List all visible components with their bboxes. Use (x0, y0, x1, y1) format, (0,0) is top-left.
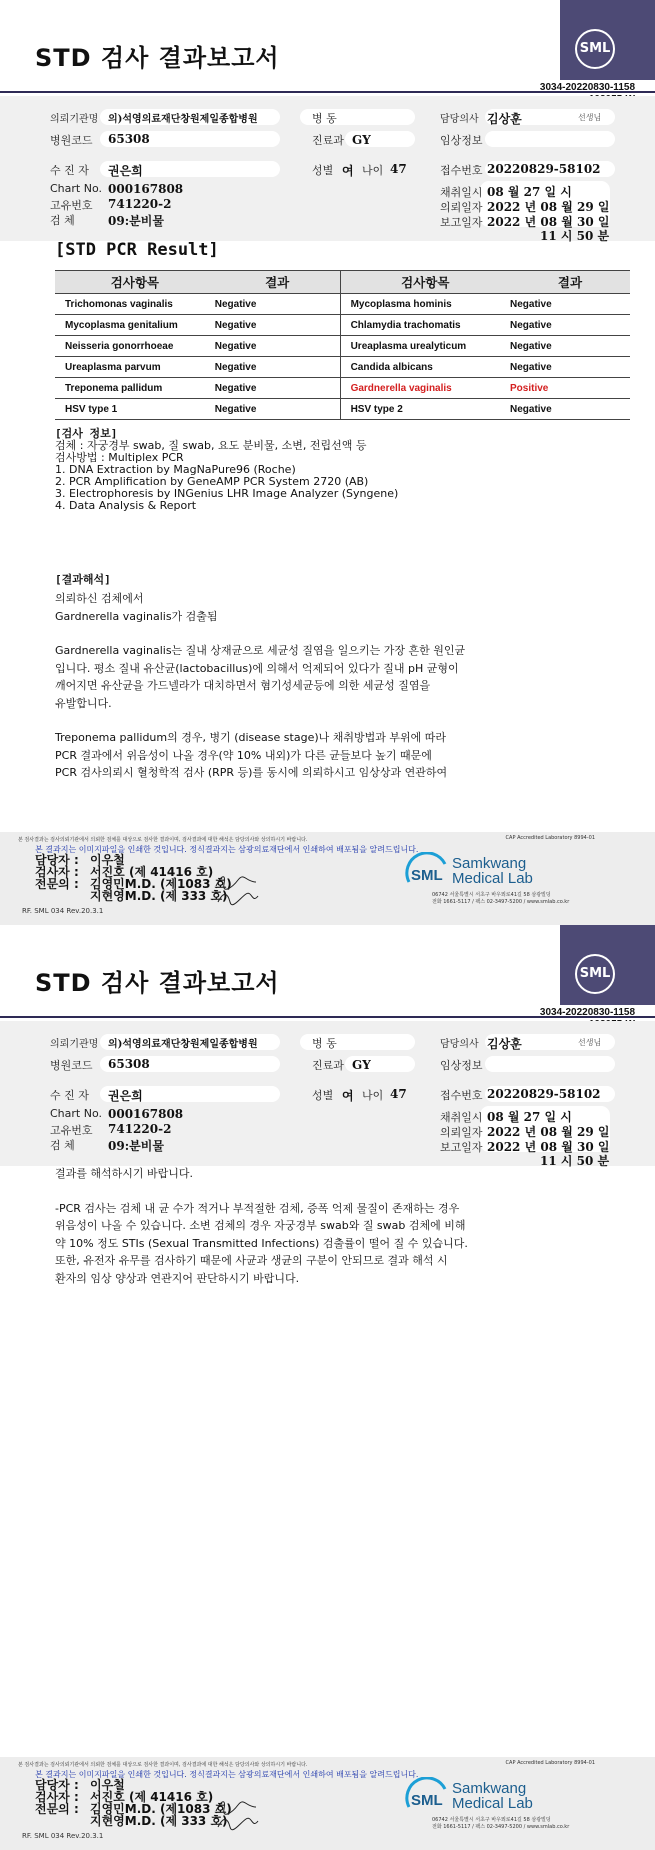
footer (0, 832, 655, 925)
doc-number-1: 3034-20220830-1158 (539, 1007, 635, 1018)
table-row (55, 399, 630, 420)
interpretation-line: 또한, 유전자 유무를 검사하기 때문에 사균과 생균의 구분이 안되므로 결과 해석 시 (55, 1254, 448, 1267)
specimen-label: 검 체 (50, 1139, 75, 1152)
collect-label: 채취일시 (440, 186, 483, 199)
patient-value: 권은희 (108, 164, 143, 178)
patient-label: 수 진 자 (50, 1089, 89, 1102)
lab-address-2: 전화 1661-5117 / 팩스 02-3497-5200 / www.smlab.co.kr (432, 1824, 570, 1830)
lab-name (452, 1781, 533, 1811)
patient-info (0, 96, 655, 241)
age-value: 47 (390, 1087, 407, 1101)
report-header (0, 0, 655, 92)
doctor-label: 담당의사 (440, 114, 479, 125)
table-row (55, 378, 630, 399)
clinical-label: 임상정보 (440, 1059, 483, 1072)
dept-label: 진료과 (312, 134, 344, 147)
pill (485, 1056, 615, 1072)
request-label: 의뢰일자 (440, 1126, 483, 1139)
sml-lab-logo-icon (405, 852, 449, 892)
report-label: 보고일자 (440, 1141, 483, 1154)
lab-address-2: 전화 1661-5117 / 팩스 02-3497-5200 / www.smlab.co.kr (432, 899, 570, 905)
sml-logo: SML (575, 954, 615, 994)
lab-name-2: Medical Lab (452, 870, 533, 887)
tester-label: 검사자 : (35, 1790, 79, 1804)
institution-label: 의뢰기관명 (50, 114, 99, 125)
collect-value: 08 월 27 일 시 (487, 1110, 572, 1124)
test-result: Negative (215, 357, 340, 378)
sex-label: 성별 (312, 1089, 334, 1102)
report-title: STD 검사 결과보고서 (35, 44, 280, 72)
report-title: STD 검사 결과보고서 (35, 969, 280, 997)
test-item-name: Neisseria gonorrhoeae (55, 336, 215, 357)
interpretation-heading: [결과해석] (55, 573, 111, 586)
test-item-name: Trichomonas vaginalis (55, 294, 215, 315)
test-info-line: 검사방법 : Multiplex PCR (55, 451, 184, 464)
test-result: Negative (215, 399, 340, 420)
footer (0, 1757, 655, 1850)
sml-logo: SML (575, 29, 615, 69)
lab-name (452, 856, 533, 886)
id-label: 고유번호 (50, 1124, 93, 1137)
chart-label: Chart No. (50, 1107, 102, 1120)
test-result: Negative (510, 315, 630, 336)
interpretation-line: 깨어지면 유산균을 가드넬라가 대치하면서 혐기성세균등에 의한 세균성 질염을 (55, 679, 431, 692)
test-info-lines (55, 440, 398, 512)
test-info-line: 1. DNA Extraction by MagNaPure96 (Roche) (55, 463, 296, 476)
hospital-code-value: 65308 (108, 1057, 150, 1071)
specimen-label: 검 체 (50, 214, 75, 227)
result-table-header (55, 271, 630, 294)
interpretation-line: 의뢰하신 검체에서 (55, 592, 144, 605)
patient-info (0, 1021, 655, 1166)
id-value: 741220-2 (108, 1122, 172, 1136)
doc-number-1: 3034-20220830-1158 (539, 82, 635, 93)
lab-address (432, 1817, 569, 1831)
chart-label: Chart No. (50, 182, 102, 195)
receipt-value: 20220829-58102 (487, 162, 601, 176)
staff-value: 이우철 (90, 853, 125, 867)
col-result: 결과 (510, 271, 630, 294)
hospital-code-value: 65308 (108, 132, 150, 146)
collect-value: 08 월 27 일 시 (487, 185, 572, 199)
cap-accreditation: CAP Accredited Laboratory 8994-01 (505, 1760, 595, 1766)
test-result: Negative (510, 294, 630, 315)
collect-label: 채취일시 (440, 1111, 483, 1124)
receipt-label: 접수번호 (440, 1089, 483, 1102)
interpretation-line: 위음성이 나올 수 있습니다. 소변 검체의 경우 자궁경부 swab와 질 swab 검체에 비해 (55, 1219, 466, 1232)
specialist-1: 김영민M.D. (제1083 호) (90, 877, 232, 891)
test-item-name: Ureaplasma parvum (55, 357, 215, 378)
staff-label: 담당자 : (35, 1778, 79, 1792)
table-row (55, 357, 630, 378)
receipt-label: 접수번호 (440, 164, 483, 177)
age-value: 47 (390, 162, 407, 176)
interpretation-line: Treponema pallidum의 경우, 병기 (disease stage)나 채취방법과 부위에 따라 (55, 731, 446, 744)
test-result: Negative (215, 336, 340, 357)
test-info-line: 3. Electrophoresis by INGenius LHR Image Analyzer (Syngene) (55, 487, 399, 500)
test-result: Negative (510, 357, 630, 378)
test-item-name: HSV type 2 (340, 399, 510, 420)
sex-value: 여 (342, 1089, 354, 1103)
test-result: Positive (510, 378, 630, 399)
test-info-line: 2. PCR Amplification by GeneAMP PCR System 2720 (AB) (55, 475, 369, 488)
doctor-value: 김상훈 (487, 112, 522, 126)
test-result: Negative (215, 315, 340, 336)
tester-value: 서진호 (제 41416 호) (90, 1790, 214, 1804)
doctor-label: 담당의사 (440, 1039, 479, 1050)
institution-value: 의)석영의료재단창원제일종합병원 (108, 114, 258, 125)
test-item-name: Mycoplasma hominis (340, 294, 510, 315)
report-value: 2022 년 08 월 30 일 (487, 1140, 610, 1154)
interpretation-line: 환자의 임상 양상과 연관지어 판단하시기 바랍니다. (55, 1271, 300, 1285)
ward-label: 병 동 (312, 112, 337, 125)
test-item-name: Treponema pallidum (55, 378, 215, 399)
test-item-name: Chlamydia trachomatis (340, 315, 510, 336)
interpretation-line: 약 10% 정도 STIs (Sexual Transmitted Infections) 검출률이 떨어 질 수 있습니다. (55, 1236, 468, 1250)
doctor-value: 김상훈 (487, 1037, 522, 1051)
test-info-line: 4. Data Analysis & Report (55, 499, 197, 512)
report-header (0, 925, 655, 1017)
test-info-heading: [검사 정보] (55, 427, 118, 440)
request-value: 2022 년 08 월 29 일 (487, 1125, 610, 1139)
staff-label: 담당자 : (35, 853, 79, 867)
interpretation-line: PCR 검사의뢰시 혈청학적 검사 (RPR 등)를 동시에 의뢰하시고 임상상과 연관하여 (55, 766, 448, 779)
specialist-2: 지현영M.D. (제 333 호) (90, 1814, 228, 1828)
cap-accreditation: CAP Accredited Laboratory 8994-01 (505, 835, 595, 841)
footer-disclaimer: 본 검사결과는 검사의뢰기관에서 의뢰한 검체를 대상으로 검사한 결과이며, 검사결과에 대한 해석은 담당의사와 상의하시기 바랍니다. (18, 837, 308, 843)
test-result: Negative (510, 399, 630, 420)
col-item: 검사항목 (340, 271, 510, 294)
dept-value: GY (352, 1058, 371, 1072)
test-item-name: Mycoplasma genitalium (55, 315, 215, 336)
patient-value: 권은희 (108, 1089, 143, 1103)
footer-print-notice: 본 결과지는 이미지파일을 인쇄한 것입니다. 정식결과지는 삼광의료재단에서 인쇄하여 배포됨을 알려드립니다. (35, 845, 419, 854)
sex-label: 성별 (312, 164, 334, 177)
svg-text:SML: SML (411, 867, 443, 884)
chart-value: 000167808 (108, 1107, 184, 1121)
table-row (55, 294, 630, 315)
interpretation-line: 유발합니다. (55, 696, 112, 710)
interpretation-line: 결과를 해석하시기 바랍니다. (55, 1167, 194, 1180)
staff-value: 이우철 (90, 1778, 125, 1792)
ward-label: 병 동 (312, 1037, 337, 1050)
specimen-value: 09:분비물 (108, 1139, 164, 1153)
specimen-value: 09:분비물 (108, 214, 164, 228)
col-item: 검사항목 (55, 271, 215, 294)
test-info-line: 검체 : 자궁경부 swab, 질 swab, 요도 분비물, 소변, 전립선액 등 (55, 439, 367, 452)
result-section-title: [STD PCR Result] (55, 240, 219, 260)
id-value: 741220-2 (108, 197, 172, 211)
interpretation-line (55, 712, 465, 729)
footer-disclaimer: 본 검사결과는 검사의뢰기관에서 의뢰한 검체를 대상으로 검사한 결과이며, 검사결과에 대한 해석은 담당의사와 상의하시기 바랍니다. (18, 1762, 308, 1768)
institution-label: 의뢰기관명 (50, 1039, 99, 1050)
test-result: Negative (215, 294, 340, 315)
signature-image (212, 872, 262, 908)
table-row (55, 315, 630, 336)
tester-value: 서진호 (제 41416 호) (90, 865, 214, 879)
report-time: 11 시 50 분 (540, 1154, 610, 1168)
test-item-name: HSV type 1 (55, 399, 215, 420)
lab-name-1: Samkwang (452, 855, 527, 872)
receipt-value: 20220829-58102 (487, 1087, 601, 1101)
specialist-2: 지현영M.D. (제 333 호) (90, 889, 228, 903)
report-value: 2022 년 08 월 30 일 (487, 215, 610, 229)
test-item-name: Ureaplasma urealyticum (340, 336, 510, 357)
doctor-suffix: 선생님 (578, 1038, 602, 1047)
report-page-2 (0, 925, 655, 1850)
request-label: 의뢰일자 (440, 201, 483, 214)
request-value: 2022 년 08 월 29 일 (487, 200, 610, 214)
form-ref: RF. SML 034 Rev.20.3.1 (22, 907, 104, 915)
interpretation-line: Gardnerella vaginalis는 질내 상재균으로 세균성 질염을 일으키는 가장 흔한 원인균 (55, 644, 466, 657)
col-result: 결과 (215, 271, 340, 294)
dept-label: 진료과 (312, 1059, 344, 1072)
specialist-1: 김영민M.D. (제1083 호) (90, 1802, 232, 1816)
age-label: 나이 (362, 1089, 384, 1102)
test-item-name: Candida albicans (340, 357, 510, 378)
sml-lab-logo-icon (405, 1777, 449, 1817)
interpretation-line (55, 625, 465, 642)
specialist-label: 전문의 : (35, 877, 79, 891)
pill (485, 131, 615, 147)
interpretation-line (55, 1183, 468, 1200)
patient-label: 수 진 자 (50, 164, 89, 177)
interpretation-line: PCR 결과에서 위음성이 나올 경우(약 10% 내외)가 다른 균들보다 높기 때문에 (55, 748, 432, 762)
test-result: Negative (510, 336, 630, 357)
interpretation-line: 입니다. 평소 질내 유산균(lactobacillus)에 의해서 억제되어 있다가 질내 pH 균형이 (55, 661, 459, 675)
table-row (55, 336, 630, 357)
sex-value: 여 (342, 164, 354, 178)
specialist-label: 전문의 : (35, 1802, 79, 1816)
interpretation-lines (55, 590, 465, 782)
test-result: Negative (215, 378, 340, 399)
institution-value: 의)석영의료재단창원제일종합병원 (108, 1039, 258, 1050)
id-label: 고유번호 (50, 199, 93, 212)
form-ref: RF. SML 034 Rev.20.3.1 (22, 1832, 104, 1840)
hospital-code-label: 병원코드 (50, 134, 93, 147)
test-item-name: Gardnerella vaginalis (340, 378, 510, 399)
chart-value: 000167808 (108, 182, 184, 196)
clinical-label: 임상정보 (440, 134, 483, 147)
lab-address (432, 892, 569, 906)
report-label: 보고일자 (440, 216, 483, 229)
interpretation-lines-continued (55, 1165, 468, 1287)
lab-address-1: 06742 서울특별시 서초구 바우뫼로41길 58 삼광빌딩 (432, 1817, 551, 1823)
interpretation-line: Gardnerella vaginalis가 검출됨 (55, 609, 218, 623)
tester-label: 검사자 : (35, 865, 79, 879)
report-time: 11 시 50 분 (540, 229, 610, 243)
age-label: 나이 (362, 164, 384, 177)
svg-text:SML: SML (411, 1792, 443, 1809)
hospital-code-label: 병원코드 (50, 1059, 93, 1072)
doctor-suffix: 선생님 (578, 113, 602, 122)
lab-name-1: Samkwang (452, 1780, 527, 1797)
lab-name-2: Medical Lab (452, 1795, 533, 1812)
interpretation-line: -PCR 검사는 검체 내 균 수가 적거나 부적절한 검체, 증폭 억제 물질이 존재하는 경우 (55, 1201, 460, 1215)
lab-address-1: 06742 서울특별시 서초구 바우뫼로41길 58 삼광빌딩 (432, 892, 551, 898)
signature-image (212, 1797, 262, 1833)
footer-print-notice: 본 결과지는 이미지파일을 인쇄한 것입니다. 정식결과지는 삼광의료재단에서 인쇄하여 배포됨을 알려드립니다. (35, 1770, 419, 1779)
dept-value: GY (352, 133, 371, 147)
result-table (55, 270, 630, 420)
